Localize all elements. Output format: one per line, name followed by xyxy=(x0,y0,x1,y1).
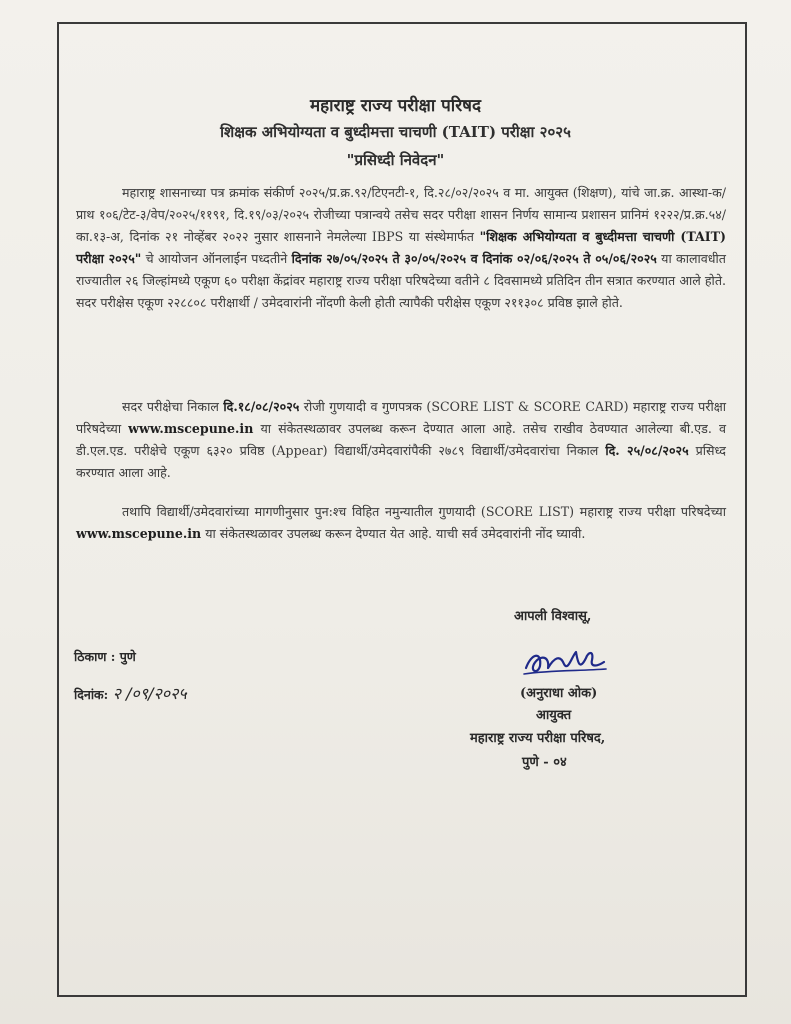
notice-title: "प्रसिध्दी निवेदन" xyxy=(346,151,445,169)
p3-text-1: तथापि विद्यार्थी/उमेदवारांच्या मागणीनुसार पुन:श्च विहित नमुन्यातील गुणयादी (SCORE LIST) महाराष्ट्र राज्य परीक्षा परिषदेच्या xyxy=(122,504,726,519)
p2-result-date-2: दि. २५/०८/२०२५ xyxy=(605,443,689,458)
p2-text-2: रोजी गुणयादी व गुणपत्रक (SCORE LIST & SCORE CARD) महाराष्ट्र राज्य परीक्षा परिषदेच्या xyxy=(76,399,726,436)
org-title: महाराष्ट्र राज्य परीक्षा परिषद xyxy=(309,96,482,116)
p3-text-2: या संकेतस्थळावर उपलब्ध करून देण्यात येत आहे. याची सर्व उमेदवारांनी नोंद घ्यावी. xyxy=(205,526,586,541)
p2-text-4: प्रसिध्द करण्यात आला आहे. xyxy=(76,443,726,480)
p3-website-link[interactable]: www.mscepune.in xyxy=(76,526,202,541)
p2-text-1: सदर परीक्षेचा निकाल xyxy=(122,399,219,414)
handwritten-signature-icon xyxy=(520,644,610,680)
signatory-city: पुणे - ०४ xyxy=(522,755,567,770)
place-line: ठिकाण : पुणे xyxy=(74,649,136,664)
paragraph-3 xyxy=(76,501,726,545)
date-value: २ /०९/२०२५ xyxy=(112,684,187,703)
signatory-designation: आयुक्त xyxy=(536,708,572,723)
date-label: दिनांक: xyxy=(74,687,109,702)
exam-title: शिक्षक अभियोग्यता व बुध्दीमत्ता चाचणी (TAIT) परीक्षा २०२५ xyxy=(220,123,571,141)
p2-result-date: दि.१८/०८/२०२५ xyxy=(223,399,300,414)
p1-text-3: या कालावधीत राज्यातील २६ जिल्हांमध्ये एकूण ६० परीक्षा केंद्रांवर महाराष्ट्र राज्य परीक्षा परिषदेच्या वतीने ८ दिवसामध्ये प्रतिदिन तीन सत्रात करण्यात आले होते. सदर परीक्षेस एकूण २२८८०८ परीक्षार्थी / उमेदवारांनी नोंदणी केली होती त्यापैकी परीक्षेस एकूण २११३०८ प्रविष्ठ झाले होते. xyxy=(76,251,726,310)
p2-website-link[interactable]: www.mscepune.in xyxy=(128,421,254,436)
p2-text-3: या संकेतस्थळावर उपलब्ध करून देण्यात आला आहे. तसेच राखीव ठेवण्यात आलेल्या बी.एड. व डी.एल.एड. परीक्षेचे एकूण ६३२० प्रविष्ठ (Appear) विद्यार्थी/उमेदवारांपैकी २७८९ विद्यार्थी/उमेदवारांचा निकाल xyxy=(76,421,726,458)
signatory-name: (अनुराधा ओक) xyxy=(520,686,598,701)
paragraph-2 xyxy=(76,396,726,484)
signatory-organization: महाराष्ट्र राज्य परीक्षा परिषद, xyxy=(470,731,606,746)
p1-text-1: महाराष्ट्र शासनाच्या पत्र क्रमांक संकीर्ण २०२५/प्र.क्र.९२/टिएनटी-१, दि.२८/०२/२०२५ व मा. आयुक्त (शिक्षण), यांचे जा.क्र. आस्था-क/प्राथ १०६/टेट-३/वेप/२०२५/११९१, दि.१९/०३/२०२५ रोजीच्या पत्रान्वये तसेच सदर परीक्षा शासन निर्णय सामान्य प्रशासन प्रानिमं १२२२/प्र.क्र.५४/का.१३-अ, दिनांक २१ नोव्हेंबर २०२२ नुसार शासनाने नेमलेल्या IBPS या संस्थेमार्फत xyxy=(76,185,726,244)
paragraph-1 xyxy=(76,182,726,314)
date-line xyxy=(74,682,187,704)
p1-text-2: चे आयोजन ऑनलाईन पध्दतीने xyxy=(145,251,288,266)
p1-exam-name: "शिक्षक अभियोग्यता व बुध्दीमत्ता चाचणी (TAIT) परीक्षा २०२५" xyxy=(76,229,726,266)
closing-salutation: आपली विश्वासू, xyxy=(514,609,592,624)
p1-exam-dates: दिनांक २७/०५/२०२५ ते ३०/०५/२०२५ व दिनांक ०२/०६/२०२५ ते ०५/०६/२०२५ xyxy=(291,251,657,266)
